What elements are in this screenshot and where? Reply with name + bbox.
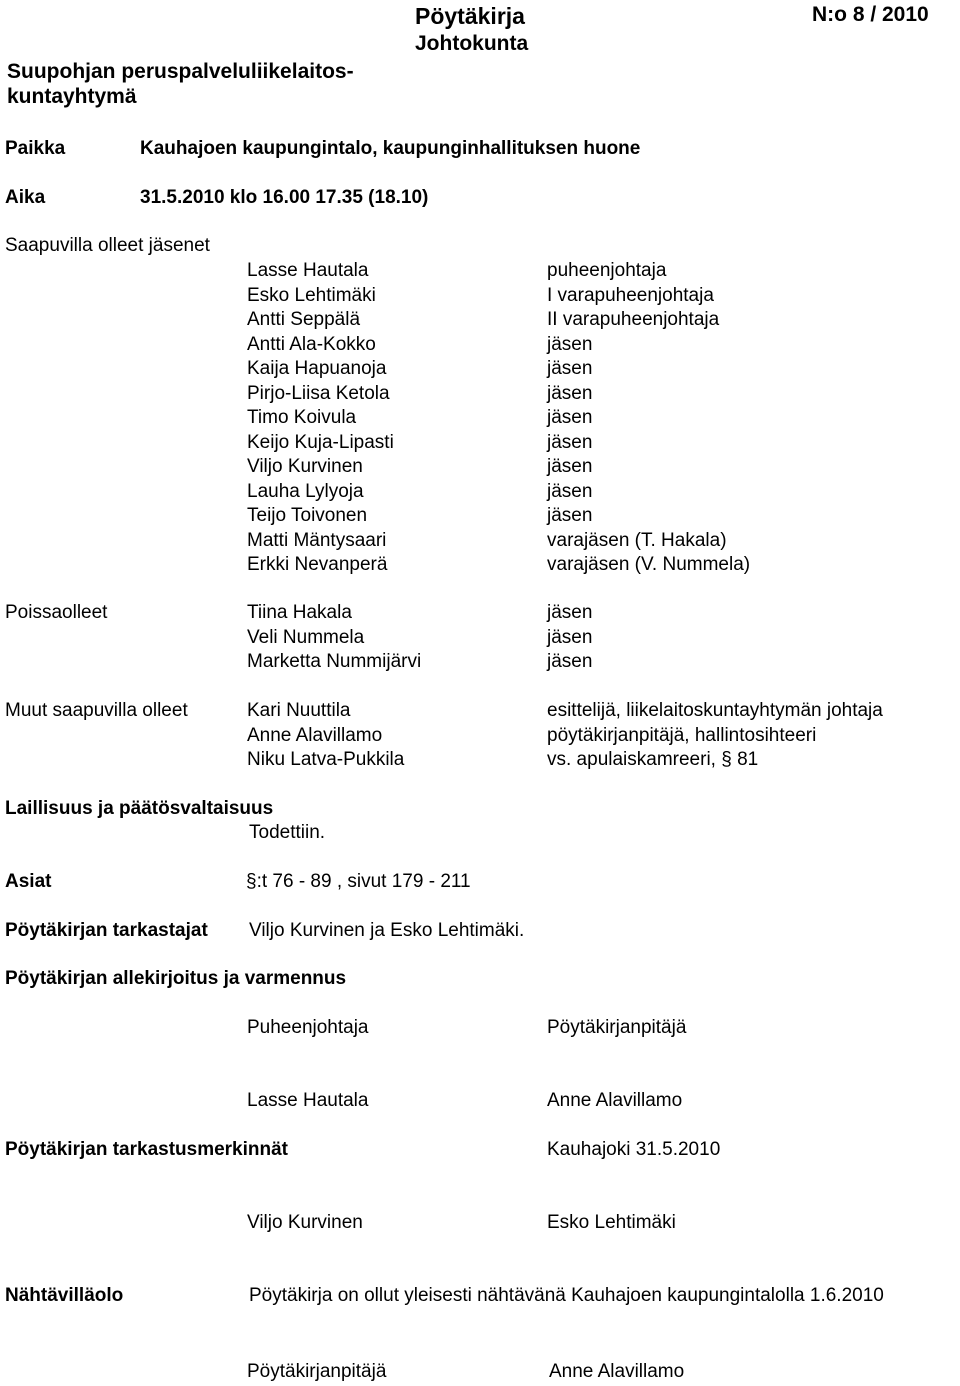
body-name: Johtokunta	[415, 32, 529, 55]
member-role: jäsen	[547, 431, 593, 453]
matters-value: §:t 76 - 89 , sivut 179 - 211	[246, 871, 471, 892]
member-name: Viljo Kurvinen	[247, 456, 363, 477]
member-role: puheenjohtaja	[547, 260, 667, 281]
member-name: Tiina Hakala	[247, 602, 352, 623]
time-value: 31.5.2010 klo 16.00 17.35 (18.10)	[140, 187, 429, 208]
member-row	[0, 455, 960, 480]
member-row	[0, 406, 960, 431]
display-name-right: Anne Alavillamo	[549, 1361, 685, 1382]
member-name: Niku Latva-Pukkila	[247, 749, 405, 770]
member-role: jäsen	[547, 480, 593, 502]
member-row	[0, 748, 960, 773]
member-name: Marketta Nummijärvi	[247, 651, 422, 672]
member-name: Teijo Toivonen	[247, 505, 368, 526]
others-present-list	[0, 699, 960, 773]
member-name: Veli Nummela	[247, 626, 365, 648]
member-row	[0, 284, 960, 309]
inspection-name-right: Esko Lehtimäki	[547, 1212, 676, 1233]
member-role: jäsen	[547, 382, 593, 404]
member-role: esittelijä, liikelaitoskuntayhtymän johtaja	[547, 700, 883, 721]
member-role: vs. apulaiskamreeri, § 81	[547, 749, 759, 770]
member-role: jäsen	[547, 602, 593, 623]
inspection-place-date: Kauhajoki 31.5.2010	[547, 1139, 721, 1160]
display-value: Pöytäkirja on ollut yleisesti nähtävänä Kauhajoen kaupungintalolla 1.6.2010	[249, 1285, 884, 1306]
member-name: Lauha Lylyoja	[247, 480, 364, 502]
member-role: varajäsen (T. Hakala)	[547, 529, 727, 551]
member-name: Kaija Hapuanoja	[247, 358, 387, 379]
member-row	[0, 601, 960, 626]
member-role: jäsen	[547, 358, 593, 379]
member-row	[0, 699, 960, 724]
member-name: Antti Seppälä	[247, 309, 361, 330]
absent-members-label: Poissaolleet	[5, 602, 108, 623]
member-role: pöytäkirjanpitäjä, hallintosihteeri	[547, 724, 817, 746]
member-row	[0, 480, 960, 505]
signature-name-secretary: Anne Alavillamo	[547, 1090, 683, 1111]
member-role: varajäsen (V. Nummela)	[547, 554, 751, 575]
member-row	[0, 308, 960, 333]
member-role: jäsen	[547, 505, 593, 526]
others-present-label: Muut saapuvilla olleet	[5, 700, 188, 721]
absent-members-list	[0, 601, 960, 675]
signature-name-chair: Lasse Hautala	[247, 1090, 369, 1111]
member-role: jäsen	[547, 626, 593, 648]
signatures-label: Pöytäkirjan allekirjoitus ja varmennus	[5, 968, 347, 989]
legality-value: Todettiin.	[249, 822, 326, 843]
place-value: Kauhajoen kaupungintalo, kaupunginhallituksen huone	[140, 138, 641, 159]
display-role-left: Pöytäkirjanpitäjä	[247, 1361, 387, 1382]
member-row	[0, 382, 960, 407]
member-row	[0, 650, 960, 675]
member-row	[0, 553, 960, 578]
member-name: Erkki Nevanperä	[247, 554, 388, 575]
member-name: Timo Koivula	[247, 407, 357, 428]
document-type: Pöytäkirja	[415, 3, 525, 29]
document-number: N:o 8 / 2010	[812, 3, 929, 26]
inspection-label: Pöytäkirjan tarkastusmerkinnät	[5, 1139, 289, 1160]
organization-name-line1: Suupohjan peruspalveluliikelaitos-	[7, 60, 354, 83]
present-members-list	[0, 259, 960, 578]
member-name: Esko Lehtimäki	[247, 284, 376, 306]
member-name: Anne Alavillamo	[247, 724, 383, 746]
present-members-label: Saapuvilla olleet jäsenet	[5, 235, 210, 256]
legality-label: Laillisuus ja päätösvaltaisuus	[5, 798, 274, 819]
organization-name-line2: kuntayhtymä	[7, 85, 137, 108]
member-name: Matti Mäntysaari	[247, 529, 387, 551]
member-name: Kari Nuuttila	[247, 700, 351, 721]
signature-role-chair: Puheenjohtaja	[247, 1017, 369, 1038]
checkers-value: Viljo Kurvinen ja Esko Lehtimäki.	[249, 920, 525, 941]
member-row	[0, 431, 960, 456]
member-name: Antti Ala-Kokko	[247, 333, 376, 355]
signature-role-secretary: Pöytäkirjanpitäjä	[547, 1017, 687, 1038]
member-row	[0, 333, 960, 358]
member-role: jäsen	[547, 407, 593, 428]
inspection-name-left: Viljo Kurvinen	[247, 1212, 363, 1233]
member-role: jäsen	[547, 456, 593, 477]
time-label: Aika	[5, 187, 46, 208]
member-name: Keijo Kuja-Lipasti	[247, 431, 394, 453]
display-label: Nähtävilläolo	[5, 1285, 124, 1306]
member-name: Pirjo-Liisa Ketola	[247, 382, 390, 404]
member-row	[0, 357, 960, 382]
place-label: Paikka	[5, 138, 66, 159]
member-role: jäsen	[547, 333, 593, 355]
member-row	[0, 626, 960, 651]
member-role: II varapuheenjohtaja	[547, 309, 720, 330]
member-row	[0, 529, 960, 554]
member-role: I varapuheenjohtaja	[547, 284, 714, 306]
member-row	[0, 504, 960, 529]
member-row	[0, 724, 960, 749]
member-role: jäsen	[547, 651, 593, 672]
matters-label: Asiat	[5, 871, 52, 892]
member-row	[0, 259, 960, 284]
checkers-label: Pöytäkirjan tarkastajat	[5, 920, 208, 941]
member-name: Lasse Hautala	[247, 260, 369, 281]
